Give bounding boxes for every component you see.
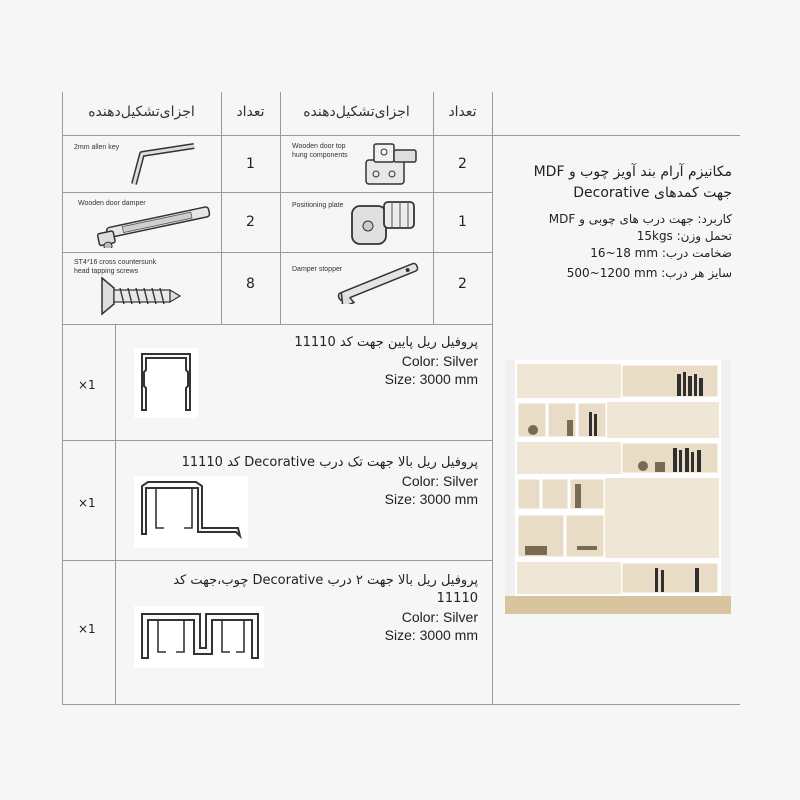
product-thickness [502,246,732,260]
header-parts-left: اجزای‌تشکیل‌دهنده [88,104,195,120]
row-rule-3 [62,324,492,325]
profile-text [138,572,478,644]
profile-color: Color: Silver [401,473,478,489]
screw-icon [98,276,182,316]
row-rule-2 [62,252,492,253]
product-title-line2: جهت کمدهای Decorative [573,185,732,201]
thickness-label: ضخامت درب: [661,246,732,260]
col-rule-2 [280,92,281,324]
damper-stopper-icon [330,260,426,304]
thickness-value: 16~18 mm [590,246,659,260]
component-qty: 1 [246,156,255,172]
profile-size: Size: 3000 mm [384,491,478,507]
component-qty: 1 [458,214,467,230]
size-label: سایز هر درب: [661,266,732,280]
profile-color: Color: Silver [401,609,478,625]
profile-text [158,334,478,388]
allen-key-icon [128,140,200,190]
header-parts-right: اجزای‌تشکیل‌دهنده [303,104,410,120]
product-load: تحمل وزن: 15kgs [636,229,732,243]
row-rule-4 [62,440,492,441]
profile-color: Color: Silver [401,353,478,369]
component-label: ST4*16 cross countersunk head tapping screws [74,259,157,275]
profile-title: پروفیل ریل بالا جهت تک درب Decorative کد 11110 [181,455,478,470]
header-qty-right: تعداد [448,104,477,120]
component-label: Damper stopper [292,266,343,273]
component-label: Wooden door damper [78,200,146,207]
profile-qty: ×1 [78,378,96,392]
profile-qty: ×1 [78,496,96,510]
profile-size: Size: 3000 mm [384,627,478,643]
product-size [502,266,732,280]
component-qty: 2 [458,156,467,172]
col-rule-4 [492,92,493,704]
top-rule [62,135,740,136]
component-label: Positioning plate [292,202,344,209]
bottom-rule [62,704,740,705]
product-usage: کاربرد: جهت درب های چوبی و MDF [548,212,732,226]
profile-size: Size: 3000 mm [384,371,478,387]
component-qty: 2 [246,214,255,230]
product-title-line1: مکانیزم آرام بند آویز چوب و MDF [533,164,732,180]
row-rule-5 [62,560,492,561]
profile-qty: ×1 [78,622,96,636]
header-qty-left: تعداد [236,104,265,120]
positioning-plate-icon [344,194,426,250]
col-rule-0 [62,92,63,704]
component-label: Wooden door top hung components [292,143,348,159]
row-rule-1 [62,192,492,193]
profile-text [158,454,478,508]
component-qty: 8 [246,276,255,292]
col-rule-qty [115,324,116,704]
profile-title: پروفیل ریل پایین جهت کد 11110 [294,335,478,350]
profile-title: پروفیل ریل بالا جهت ۲ درب Decorative چوب،جهت کد 11110 [173,573,478,606]
cabinet-photo [505,324,731,614]
component-qty: 2 [458,276,467,292]
hanger-bracket-icon [360,138,424,190]
component-label: 2mm allen key [74,144,120,151]
damper-icon [92,196,216,248]
size-value: 500~1200 mm [566,266,658,280]
